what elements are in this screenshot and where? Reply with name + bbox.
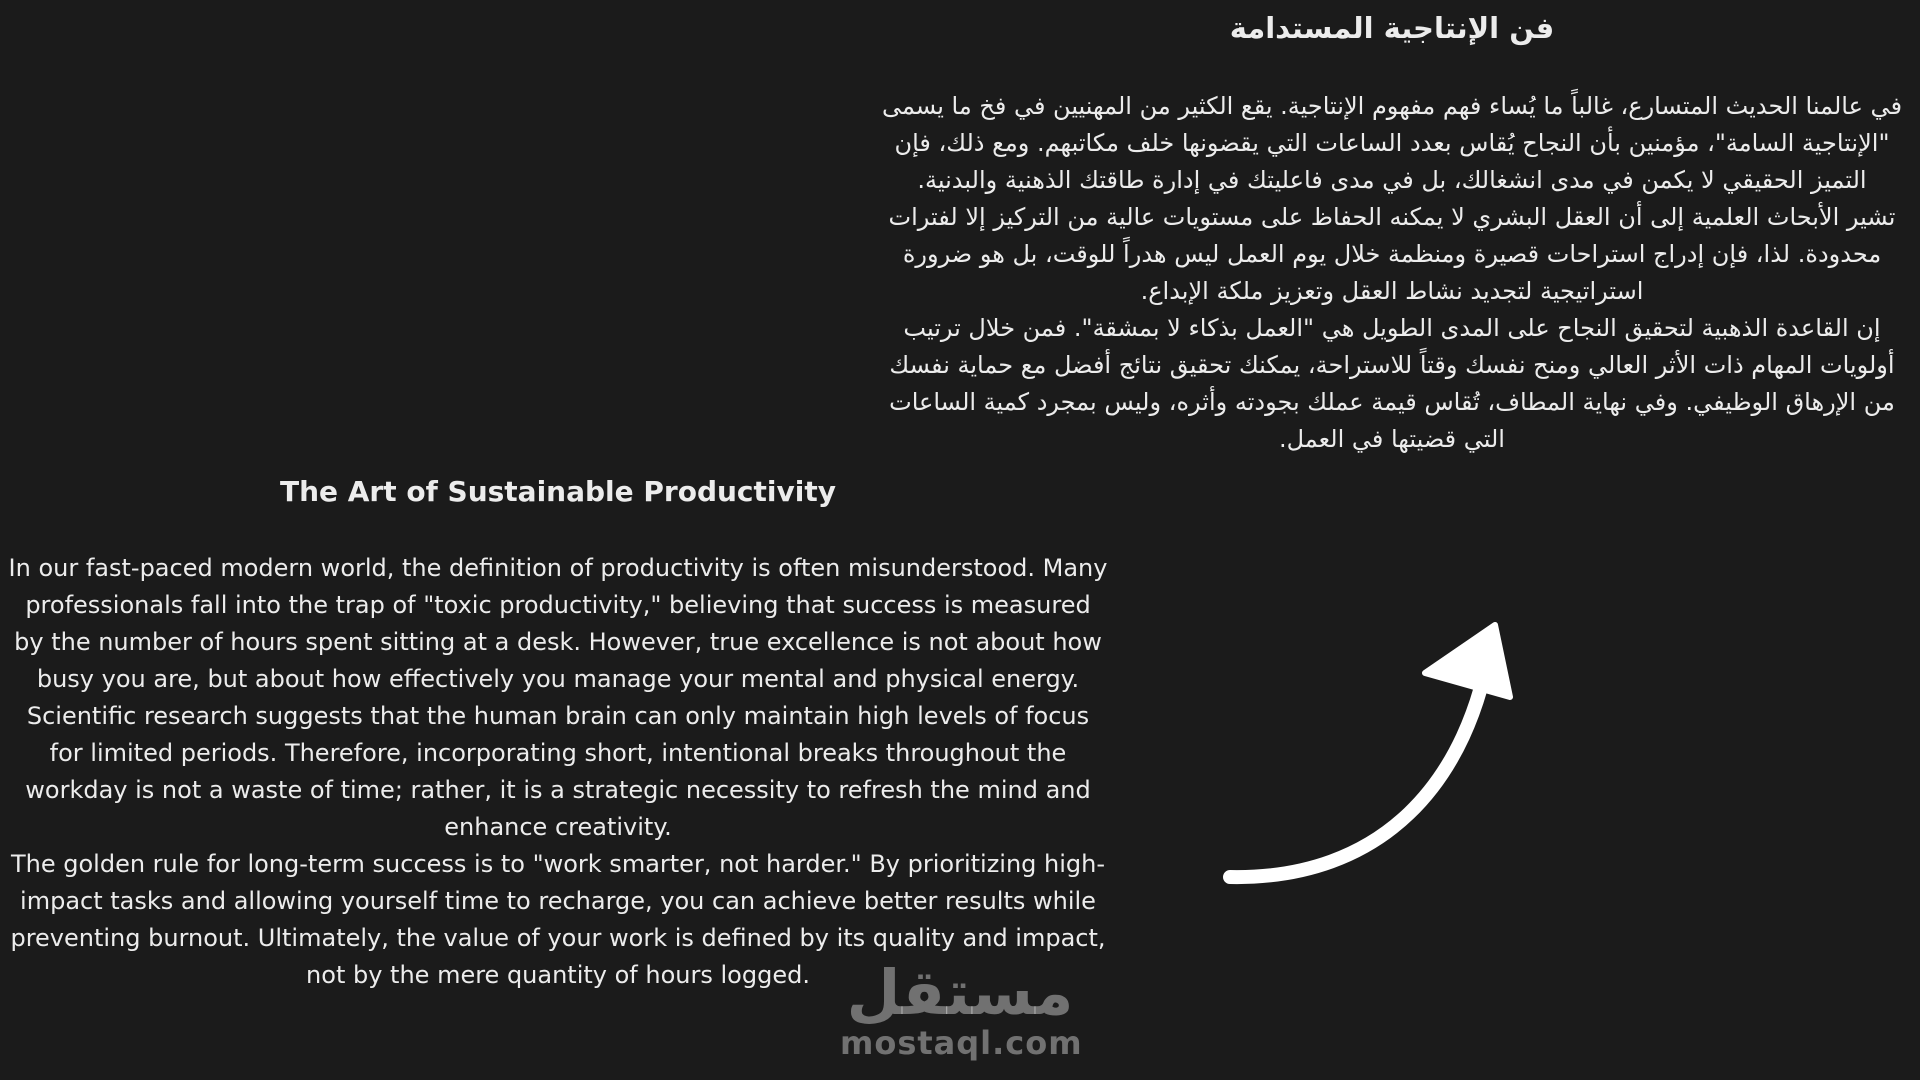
english-paragraph-3: The golden rule for long-term success is to "work smarter, not harder." By prioritizing high-impact tasks and allowing yourself time to recharge, you can achieve better results while preventing burnout. Ultimately, the value of your work is defined by its quality and impact, not by the mere quantity of hours logged. — [10, 850, 1106, 989]
watermark-logo: مستقل — [846, 956, 1074, 1029]
english-title: The Art of Sustainable Productivity — [279, 475, 836, 508]
watermark-domain: mostaql.com — [840, 1024, 1083, 1062]
arabic-paragraph-3: إن القاعدة الذهبية لتحقيق النجاح على المدى الطويل هي "العمل بذكاء لا بمشقة". فمن خلال ترتيب أولويات المهام ذات الأثر العالي ومنح نفسك وقتاً للاستراحة، يمكنك تحقيق نتائج أفضل مع حماية نفسك من الإرهاق الوظيفي. وفي نهاية المطاف، تُقاس قيمة عملك بجودته وأثره، وليس بمجرد كمية الساعات التي قضيتها في العمل. — [889, 314, 1895, 453]
english-paragraph-1: In our fast-paced modern world, the definition of productivity is often misunderstood. Many professionals fall into the trap of "toxic productivity," believing that success is measured by the number of hours spent sitting at a desk. However, true excellence is not about how busy you are, but about how effectively you manage your mental and physical energy. — [8, 554, 1108, 693]
english-article — [8, 472, 1108, 994]
arabic-title: فن الإنتاجية المستدامة — [1229, 11, 1555, 45]
arabic-article — [872, 8, 1912, 458]
mostaql-watermark — [840, 956, 1083, 1062]
english-paragraph-2: Scientific research suggests that the human brain can only maintain high levels of focus for limited periods. Therefore, incorporating short, intentional breaks throughout the workday is not a waste of time; rather, it is a strategic necessity to refresh the mind and enhance creativity. — [25, 702, 1091, 841]
arabic-paragraph-1: في عالمنا الحديث المتسارع، غالباً ما يُساء فهم مفهوم الإنتاجية. يقع الكثير من المهنيين في فخ ما يسمى "الإنتاجية السامة"، مؤمنين بأن النجاح يُقاس بعدد الساعات التي يقضونها خلف مكاتبهم. ومع ذلك، فإن التميز الحقيقي لا يكمن في مدى انشغالك، بل في مدى فاعليتك في إدارة طاقتك الذهنية والبدنية. — [881, 92, 1903, 194]
curved-arrow-up-right-icon — [1220, 605, 1540, 905]
arabic-paragraph-2: تشير الأبحاث العلمية إلى أن العقل البشري لا يمكنه الحفاظ على مستويات عالية من التركيز إلا لفترات محدودة. لذا، فإن إدراج استراحات قصيرة ومنظمة خلال يوم العمل ليس هدراً للوقت، بل هو ضرورة استراتيجية لتجديد نشاط العقل وتعزيز ملكة الإبداع. — [888, 203, 1896, 305]
